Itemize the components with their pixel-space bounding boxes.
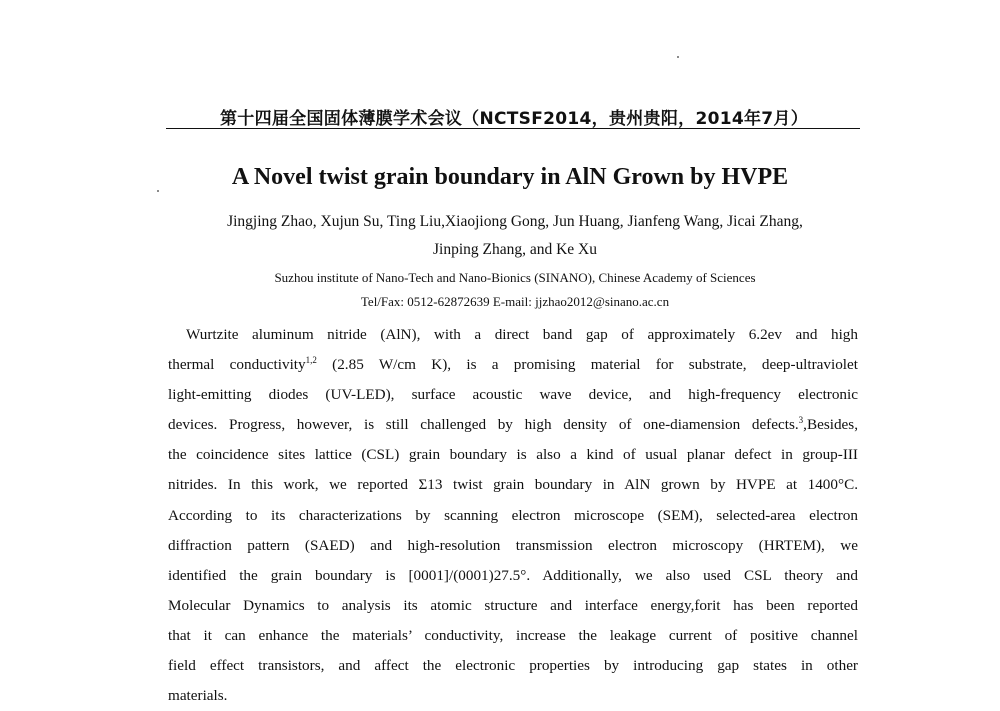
abstract-line: According to its characterizations by scanning electron microscope (SEM), selected-area electron [168,506,858,524]
abstract-line: the coincidence sites lattice (CSL) grain boundary is also a kind of usual planar defect in group-III [168,446,858,464]
abstract-line: Wurtzite aluminum nitride (AlN), with a direct band gap of approximately 6.2ev and high [186,326,858,343]
conference-header: 第十四届全国固体薄膜学术会议（NCTSF2014，贵州贵阳，2014年7月） [219,109,808,129]
scan-speck [157,190,159,192]
authors-line-1: Jingjing Zhao, Xujun Su, Ting Liu,Xiaojiong Gong, Jun Huang, Jianfeng Wang, Jicai Zhang, [227,213,803,230]
affiliation: Suzhou institute of Nano-Tech and Nano-Bionics (SINANO), Chinese Academy of Sciences [274,270,756,285]
abstract-line: field effect transistors, and affect the electronic properties by introducing gap states in other [168,657,858,675]
abstract-line [168,410,858,440]
authors-line-2: Jinping Zhang, and Ke Xu [432,241,597,258]
citation-superscript: 1,2 [305,355,317,366]
paper-title: A Novel twist grain boundary in AlN Grown by HVPE [231,164,789,190]
abstract-line: nitrides. In this work, we reported Σ13 twist grain boundary in AlN grown by HVPE at 1400°C. [168,476,858,494]
author-list [175,208,855,264]
abstract-body [168,320,858,711]
header-rule [166,128,860,129]
abstract-line [168,350,858,380]
citation-superscript: 3 [798,415,804,426]
contact-info: Tel/Fax: 0512-62872639 E-mail: jjzhao2012@sinano.ac.cn [360,294,670,309]
scan-speck [677,56,679,58]
abstract-line: that it can enhance the materials’ conductivity, increase the leakage current of positive channel [168,626,858,644]
abstract-line: identified the grain boundary is [0001]/(0001)27.5°. Additionally, we also used CSL theory and [168,566,858,584]
abstract-line: materials. [168,687,228,705]
text-run: (2.85 W/cm K), is a promising material for substrate, deep-ultraviolet [316,356,858,374]
abstract-line: light-emitting diodes (UV-LED), surface acoustic wave device, and high-frequency electronic [168,386,858,404]
text-run: thermal conductivity [168,356,306,374]
abstract-line: diffraction pattern (SAED) and high-resolution transmission electron microscopy (HRTEM), we [168,536,858,554]
text-run: ,Besides, [803,416,858,434]
text-run: devices. Progress, however, is still challenged by high density of one-diamension defects. [168,416,799,434]
abstract-line: Molecular Dynamics to analysis its atomic structure and interface energy,forit has been reported [168,596,858,614]
